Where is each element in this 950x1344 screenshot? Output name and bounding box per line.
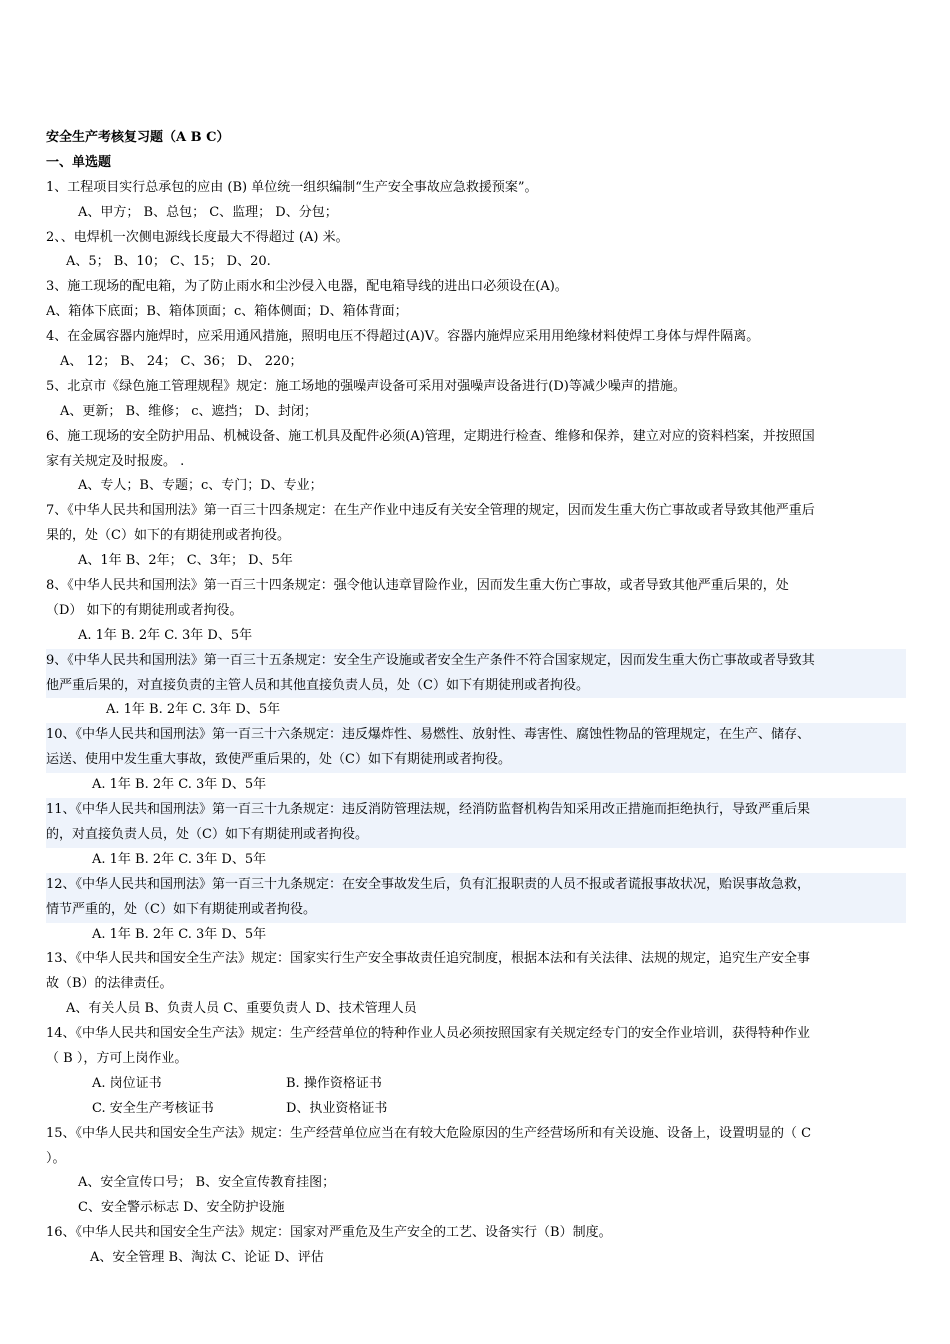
question-12-options: A. 1年 B. 2年 C. 3年 D、5年 [92, 926, 267, 942]
question-3: 3、施工现场的配电箱，为了防止雨水和尘沙侵入电器，配电箱导线的进出口必须设在(A)。 [46, 279, 568, 295]
question-7-line-1: 7、《中华人民共和国刑法》第一百三十四条规定：在生产作业中违反有关安全管理的规定，因而发生重大伤亡事故或者导致其他严重后 [46, 503, 815, 519]
question-13-line-1: 13、《中华人民共和国安全生产法》规定：国家实行生产安全事故责任追究制度，根据本法和有关法律、法规的规定，追究生产安全事 [46, 951, 811, 967]
question-11-line-2: 的，对直接负责人员，处（C）如下有期徒刑或者拘役。 [46, 823, 906, 848]
question-8-line-2: （D） 如下的有期徒刑或者拘役。 [46, 602, 243, 618]
question-9-options: A. 1年 B. 2年 C. 3年 D、5年 [106, 702, 281, 718]
option-b: B. 操作资格证书 [286, 1075, 382, 1091]
question-9-line-2: 他严重后果的，对直接负责的主管人员和其他直接负责人员，处（C）如下有期徒刑或者拘役。 [46, 674, 906, 699]
question-8-options: A. 1年 B. 2年 C. 3年 D、5年 [78, 627, 253, 643]
document-page [46, 126, 906, 1271]
question-8-line-1: 8、《中华人民共和国刑法》第一百三十四条规定：强令他认违章冒险作业，因而发生重大伤亡事故，或者导致其他严重后果的，处 [46, 578, 789, 594]
question-11-options: A. 1年 B. 2年 C. 3年 D、5年 [92, 851, 267, 867]
question-1: 1、工程项目实行总承包的应由 (B) 单位统一组织编制“生产安全事故应急救援预案”。 [46, 179, 538, 195]
question-14-line-1: 14、《中华人民共和国安全生产法》规定：生产经营单位的特种作业人员必须按照国家有关规定经专门的安全作业培训，获得特种作业 [46, 1026, 811, 1042]
question-14-options-row-2 [46, 1097, 906, 1122]
question-7-options: A、1年 B、2年； C、3年； D、5年 [78, 553, 293, 569]
question-7-line-2: 果的，处（C）如下的有期徒刑或者拘役。 [46, 528, 290, 544]
question-5-options: A、更新； B、维修； c、遮挡； D、封闭； [60, 403, 318, 419]
question-6-line-2: 家有关规定及时报废。 . [46, 453, 185, 469]
option-a: A. 岗位证书 [92, 1075, 162, 1091]
option-c: C. 安全生产考核证书 [92, 1100, 214, 1116]
question-2: 2、、电焊机一次侧电源线长度最大不得超过 (A) 米。 [46, 229, 349, 245]
question-4-options: A、 12； B、 24； C、36； D、 220； [60, 354, 303, 370]
question-9-line-1: 9、《中华人民共和国刑法》第一百三十五条规定：安全生产设施或者安全生产条件不符合国家规定，因而发生重大伤亡事故或者导致其 [46, 649, 906, 674]
question-15-options-row-1: A、安全宣传口号； B、安全宣传教育挂图； [78, 1175, 336, 1191]
question-11-line-1: 11、《中华人民共和国刑法》第一百三十九条规定：违反消防管理法规，经消防监督机构告知采用改正措施而拒绝执行，导致严重后果 [46, 798, 906, 823]
question-13-line-2: 故（B）的法律责任。 [46, 976, 173, 992]
question-2-options: A、5； B、10； C、15； D、20. [66, 254, 271, 270]
question-15-line-2: ）。 [46, 1150, 66, 1166]
question-16-options: A、安全管理 B、淘汰 C、论证 D、评估 [90, 1250, 324, 1266]
question-10-line-1: 10、《中华人民共和国刑法》第一百三十六条规定：违反爆炸性、易燃性、放射性、毒害性、腐蚀性物品的管理规定，在生产、储存、 [46, 723, 906, 748]
question-6-line-1: 6、施工现场的安全防护用品、机械设备、施工机具及配件必须(A)管理，定期进行检查、维修和保养，建立对应的资料档案，并按照国 [46, 428, 815, 444]
question-1-options: A、甲方； B、总包； C、监理； D、分包； [78, 204, 338, 220]
question-13-options: A、有关人员 B、负责人员 C、重要负责人 D、技术管理人员 [66, 1001, 417, 1017]
question-15-line-1: 15、《中华人民共和国安全生产法》规定：生产经营单位应当在有较大危险原因的生产经营场所和有关设施、设备上，设置明显的（ C [46, 1125, 812, 1141]
section-heading: 一、单选题 [46, 154, 112, 170]
question-6-options: A、专人；B、专题；c、专门；D、专业； [78, 478, 323, 494]
question-12-line-1: 12、《中华人民共和国刑法》第一百三十九条规定：在安全事故发生后，负有汇报职责的人员不报或者谎报事故状况，贻误事故急救， [46, 873, 906, 898]
question-16: 16、《中华人民共和国安全生产法》规定：国家对严重危及生产安全的工艺、设备实行（B）制度。 [46, 1225, 612, 1241]
question-14-line-2: （ B ），方可上岗作业。 [46, 1050, 188, 1066]
question-4: 4、在金属容器内施焊时，应采用通风措施，照明电压不得超过(A)V。容器内施焊应采用用绝缘材料使焊工身体与焊件隔离。 [46, 329, 760, 345]
question-14-options-row-1 [46, 1072, 906, 1097]
question-12-line-2: 情节严重的，处（C）如下有期徒刑或者拘役。 [46, 898, 906, 923]
document-title: 安全生产考核复习题（A B C） [46, 130, 230, 145]
question-3-options: A、箱体下底面；B、箱体顶面；c、箱体侧面；D、箱体背面； [46, 304, 408, 320]
question-5: 5、北京市《绿色施工管理规程》规定：施工场地的强噪声设备可采用对强噪声设备进行(D)等减少噪声的措施。 [46, 378, 686, 394]
option-d: D、执业资格证书 [286, 1100, 388, 1116]
question-10-options: A. 1年 B. 2年 C. 3年 D、5年 [92, 777, 267, 793]
question-15-options-row-2: C、安全警示标志 D、安全防护设施 [78, 1200, 285, 1216]
question-10-line-2: 运送、使用中发生重大事故，致使严重后果的，处（C）如下有期徒刑或者拘役。 [46, 748, 906, 773]
